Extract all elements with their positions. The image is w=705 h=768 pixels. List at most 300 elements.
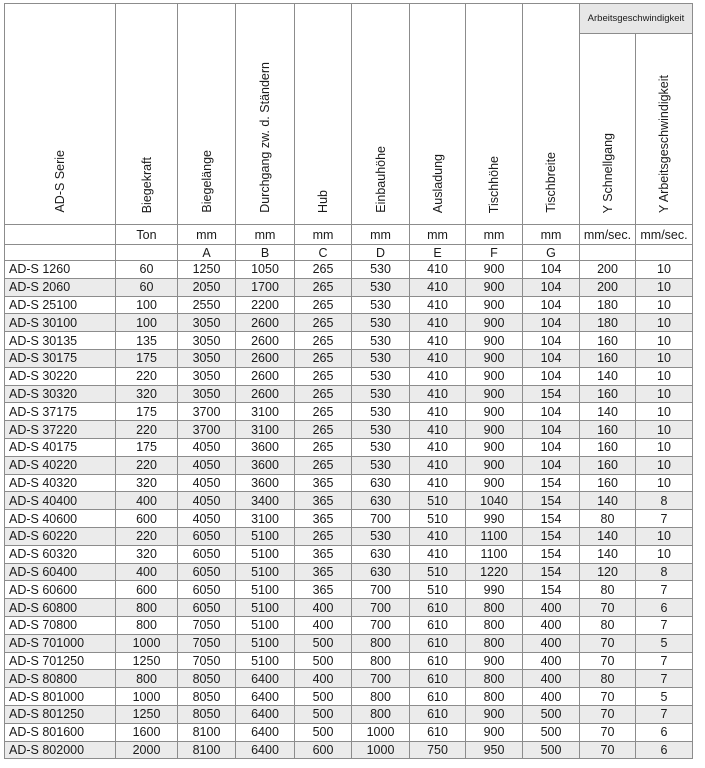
table-cell: 410 — [410, 261, 466, 279]
table-cell: 2600 — [236, 385, 295, 403]
table-cell: 4050 — [178, 438, 236, 456]
table-cell: 265 — [295, 314, 352, 332]
letter-cell: E — [410, 245, 466, 261]
table-cell: 5100 — [236, 545, 295, 563]
letter-cell: F — [466, 245, 523, 261]
table-cell: 265 — [295, 278, 352, 296]
table-cell: 10 — [636, 421, 693, 439]
table-cell: 200 — [580, 261, 636, 279]
table-cell: 365 — [295, 510, 352, 528]
table-cell: 600 — [295, 741, 352, 759]
table-cell: 630 — [352, 492, 410, 510]
table-cell: 900 — [466, 438, 523, 456]
table-cell: 160 — [580, 421, 636, 439]
table-cell: 1250 — [116, 705, 178, 723]
letter-cell: D — [352, 245, 410, 261]
table-cell: 104 — [523, 367, 580, 385]
unit-cell: mm — [466, 225, 523, 245]
unit-cell: mm — [352, 225, 410, 245]
table-cell: 175 — [116, 349, 178, 367]
table-cell: 1000 — [352, 741, 410, 759]
table-cell: 500 — [295, 688, 352, 706]
letter-cell: G — [523, 245, 580, 261]
table-cell: 900 — [466, 261, 523, 279]
table-cell: 160 — [580, 474, 636, 492]
table-cell: 10 — [636, 314, 693, 332]
table-cell: 800 — [352, 652, 410, 670]
model-name-cell: AD-S 701250 — [5, 652, 116, 670]
table-cell: 1100 — [466, 545, 523, 563]
table-cell: 8 — [636, 563, 693, 581]
table-cell: 410 — [410, 332, 466, 350]
table-cell: 990 — [466, 581, 523, 599]
table-cell: 104 — [523, 438, 580, 456]
table-cell: 154 — [523, 492, 580, 510]
table-cell: 265 — [295, 349, 352, 367]
table-cell: 140 — [580, 492, 636, 510]
letter-cell — [116, 245, 178, 261]
table-cell: 6 — [636, 723, 693, 741]
table-cell: 10 — [636, 438, 693, 456]
model-name-cell: AD-S 30100 — [5, 314, 116, 332]
table-cell: 7 — [636, 670, 693, 688]
table-cell: 410 — [410, 296, 466, 314]
table-cell: 1000 — [352, 723, 410, 741]
table-cell: 800 — [466, 599, 523, 617]
table-cell: 100 — [116, 314, 178, 332]
table-cell: 610 — [410, 670, 466, 688]
table-cell: 1700 — [236, 278, 295, 296]
letter-cell — [580, 245, 636, 261]
table-row — [5, 314, 693, 332]
table-cell: 1000 — [116, 634, 178, 652]
table-cell: 10 — [636, 545, 693, 563]
table-cell: 1040 — [466, 492, 523, 510]
model-name-cell: AD-S 37220 — [5, 421, 116, 439]
table-cell: 160 — [580, 438, 636, 456]
table-cell: 410 — [410, 474, 466, 492]
table-cell: 120 — [580, 563, 636, 581]
table-row — [5, 367, 693, 385]
table-cell: 400 — [523, 670, 580, 688]
table-cell: 3400 — [236, 492, 295, 510]
table-cell: 410 — [410, 456, 466, 474]
table-cell: 320 — [116, 385, 178, 403]
table-row — [5, 349, 693, 367]
table-cell: 630 — [352, 563, 410, 581]
table-cell: 6400 — [236, 723, 295, 741]
table-cell: 7 — [636, 652, 693, 670]
model-name-cell: AD-S 802000 — [5, 741, 116, 759]
table-cell: 10 — [636, 332, 693, 350]
table-cell: 160 — [580, 349, 636, 367]
table-cell: 265 — [295, 456, 352, 474]
table-cell: 5100 — [236, 527, 295, 545]
table-cell: 7050 — [178, 652, 236, 670]
table-row — [5, 421, 693, 439]
unit-cell: mm — [523, 225, 580, 245]
table-cell: 400 — [116, 563, 178, 581]
table-cell: 510 — [410, 492, 466, 510]
table-cell: 800 — [466, 688, 523, 706]
table-cell: 2600 — [236, 349, 295, 367]
table-cell: 800 — [466, 616, 523, 634]
table-cell: 900 — [466, 723, 523, 741]
table-cell: 10 — [636, 403, 693, 421]
unit-row — [5, 225, 693, 245]
model-name-cell: AD-S 30320 — [5, 385, 116, 403]
table-cell: 410 — [410, 403, 466, 421]
table-cell: 154 — [523, 474, 580, 492]
table-cell: 320 — [116, 474, 178, 492]
table-cell: 400 — [523, 652, 580, 670]
table-cell: 900 — [466, 474, 523, 492]
table-cell: 530 — [352, 421, 410, 439]
table-row — [5, 278, 693, 296]
table-cell: 220 — [116, 456, 178, 474]
table-cell: 7050 — [178, 616, 236, 634]
table-cell: 3050 — [178, 349, 236, 367]
table-cell: 2600 — [236, 332, 295, 350]
letter-cell: C — [295, 245, 352, 261]
table-row — [5, 332, 693, 350]
unit-cell — [5, 225, 116, 245]
table-cell: 3050 — [178, 367, 236, 385]
table-cell: 135 — [116, 332, 178, 350]
letter-cell — [5, 245, 116, 261]
table-cell: 70 — [580, 705, 636, 723]
spec-table-container — [4, 3, 693, 759]
column-header-biegelaenge: Biegelänge — [178, 4, 236, 225]
table-cell: 200 — [580, 278, 636, 296]
table-cell: 80 — [580, 510, 636, 528]
table-cell: 154 — [523, 545, 580, 563]
model-name-cell: AD-S 40320 — [5, 474, 116, 492]
table-cell: 500 — [523, 723, 580, 741]
table-cell: 510 — [410, 581, 466, 599]
table-cell: 70 — [580, 652, 636, 670]
model-name-cell: AD-S 60800 — [5, 599, 116, 617]
table-cell: 6050 — [178, 563, 236, 581]
table-cell: 175 — [116, 403, 178, 421]
table-cell: 1100 — [466, 527, 523, 545]
table-cell: 410 — [410, 349, 466, 367]
table-row — [5, 723, 693, 741]
table-row — [5, 670, 693, 688]
table-row — [5, 403, 693, 421]
table-cell: 900 — [466, 705, 523, 723]
table-cell: 600 — [116, 510, 178, 528]
table-cell: 4050 — [178, 510, 236, 528]
table-cell: 8100 — [178, 741, 236, 759]
table-cell: 10 — [636, 296, 693, 314]
table-row — [5, 510, 693, 528]
model-name-cell: AD-S 801000 — [5, 688, 116, 706]
letter-cell — [636, 245, 693, 261]
table-cell: 365 — [295, 492, 352, 510]
table-cell: 500 — [295, 723, 352, 741]
table-cell: 610 — [410, 616, 466, 634]
table-cell: 530 — [352, 456, 410, 474]
table-cell: 80 — [580, 670, 636, 688]
table-cell: 800 — [116, 599, 178, 617]
table-cell: 3100 — [236, 403, 295, 421]
model-name-cell: AD-S 40600 — [5, 510, 116, 528]
table-cell: 160 — [580, 385, 636, 403]
table-row — [5, 688, 693, 706]
table-cell: 530 — [352, 367, 410, 385]
table-cell: 100 — [116, 296, 178, 314]
table-cell: 400 — [295, 670, 352, 688]
table-cell: 265 — [295, 438, 352, 456]
table-cell: 5 — [636, 688, 693, 706]
model-name-cell: AD-S 37175 — [5, 403, 116, 421]
table-cell: 10 — [636, 261, 693, 279]
table-cell: 70 — [580, 634, 636, 652]
table-cell: 2050 — [178, 278, 236, 296]
table-cell: 6 — [636, 599, 693, 617]
table-cell: 700 — [352, 510, 410, 528]
table-row — [5, 527, 693, 545]
table-cell: 610 — [410, 723, 466, 741]
table-cell: 700 — [352, 581, 410, 599]
table-cell: 5100 — [236, 581, 295, 599]
table-cell: 8050 — [178, 670, 236, 688]
table-cell: 6400 — [236, 741, 295, 759]
table-cell: 5100 — [236, 634, 295, 652]
table-cell: 154 — [523, 385, 580, 403]
table-cell: 160 — [580, 456, 636, 474]
table-cell: 265 — [295, 296, 352, 314]
table-cell: 6050 — [178, 599, 236, 617]
table-cell: 70 — [580, 741, 636, 759]
table-cell: 265 — [295, 261, 352, 279]
table-cell: 950 — [466, 741, 523, 759]
table-cell: 600 — [116, 581, 178, 599]
table-cell: 1000 — [116, 688, 178, 706]
table-cell: 500 — [295, 705, 352, 723]
unit-cell: mm — [295, 225, 352, 245]
table-cell: 365 — [295, 563, 352, 581]
table-cell: 365 — [295, 581, 352, 599]
table-cell: 400 — [295, 599, 352, 617]
table-cell: 2600 — [236, 367, 295, 385]
table-cell: 900 — [466, 456, 523, 474]
model-name-cell: AD-S 60320 — [5, 545, 116, 563]
table-cell: 800 — [352, 705, 410, 723]
table-cell: 700 — [352, 599, 410, 617]
model-name-cell: AD-S 40220 — [5, 456, 116, 474]
table-cell: 900 — [466, 332, 523, 350]
table-cell: 5 — [636, 634, 693, 652]
table-cell: 900 — [466, 367, 523, 385]
table-cell: 60 — [116, 278, 178, 296]
table-cell: 2200 — [236, 296, 295, 314]
table-row — [5, 705, 693, 723]
table-cell: 510 — [410, 510, 466, 528]
table-cell: 410 — [410, 385, 466, 403]
table-cell: 3700 — [178, 421, 236, 439]
table-row — [5, 563, 693, 581]
table-cell: 6050 — [178, 545, 236, 563]
table-body — [5, 261, 693, 759]
table-cell: 2000 — [116, 741, 178, 759]
table-cell: 8 — [636, 492, 693, 510]
table-row — [5, 616, 693, 634]
table-cell: 8050 — [178, 688, 236, 706]
table-row — [5, 385, 693, 403]
table-cell: 3600 — [236, 438, 295, 456]
column-header-y-arbeitsgeschwindigkeit: Y Arbeitsgeschwindigkeit — [636, 34, 693, 225]
table-cell: 3700 — [178, 403, 236, 421]
table-cell: 1220 — [466, 563, 523, 581]
table-cell: 400 — [523, 634, 580, 652]
table-cell: 800 — [466, 634, 523, 652]
unit-cell: mm — [236, 225, 295, 245]
table-cell: 7050 — [178, 634, 236, 652]
model-name-cell: AD-S 60400 — [5, 563, 116, 581]
model-name-cell: AD-S 30220 — [5, 367, 116, 385]
table-cell: 410 — [410, 438, 466, 456]
table-cell: 530 — [352, 385, 410, 403]
table-cell: 265 — [295, 421, 352, 439]
table-cell: 1250 — [178, 261, 236, 279]
table-cell: 180 — [580, 314, 636, 332]
table-cell: 6050 — [178, 527, 236, 545]
table-cell: 900 — [466, 652, 523, 670]
table-cell: 265 — [295, 332, 352, 350]
table-cell: 8100 — [178, 723, 236, 741]
table-row — [5, 545, 693, 563]
table-cell: 400 — [295, 616, 352, 634]
table-cell: 530 — [352, 527, 410, 545]
table-cell: 10 — [636, 527, 693, 545]
group-header-arbeitsgeschwindigkeit: Arbeitsgeschwindigkeit — [580, 4, 693, 34]
column-header-serie: AD-S Serie — [5, 4, 116, 225]
table-cell: 530 — [352, 314, 410, 332]
table-cell: 7 — [636, 510, 693, 528]
spec-table — [4, 3, 693, 759]
table-cell: 410 — [410, 278, 466, 296]
column-header-ausladung: Ausladung — [410, 4, 466, 225]
table-cell: 6400 — [236, 705, 295, 723]
table-cell: 104 — [523, 456, 580, 474]
table-row — [5, 456, 693, 474]
unit-cell: mm/sec. — [580, 225, 636, 245]
table-cell: 800 — [352, 688, 410, 706]
table-cell: 750 — [410, 741, 466, 759]
table-cell: 410 — [410, 314, 466, 332]
table-cell: 365 — [295, 474, 352, 492]
model-name-cell: AD-S 30135 — [5, 332, 116, 350]
column-header-y-schnellgang: Y Schnellgang — [580, 34, 636, 225]
table-cell: 400 — [116, 492, 178, 510]
table-cell: 530 — [352, 332, 410, 350]
table-cell: 530 — [352, 296, 410, 314]
table-cell: 10 — [636, 278, 693, 296]
table-cell: 265 — [295, 403, 352, 421]
table-cell: 320 — [116, 545, 178, 563]
table-cell: 140 — [580, 403, 636, 421]
table-row — [5, 581, 693, 599]
table-row — [5, 599, 693, 617]
table-cell: 630 — [352, 474, 410, 492]
letter-cell: B — [236, 245, 295, 261]
model-name-cell: AD-S 701000 — [5, 634, 116, 652]
unit-cell: mm — [178, 225, 236, 245]
table-row — [5, 474, 693, 492]
table-cell: 175 — [116, 438, 178, 456]
table-cell: 3050 — [178, 332, 236, 350]
table-cell: 610 — [410, 688, 466, 706]
unit-cell: mm/sec. — [636, 225, 693, 245]
column-header-biegekraft: Biegekraft — [116, 4, 178, 225]
table-cell: 3100 — [236, 421, 295, 439]
table-cell: 400 — [523, 688, 580, 706]
table-cell: 5100 — [236, 599, 295, 617]
table-cell: 6050 — [178, 581, 236, 599]
table-cell: 610 — [410, 652, 466, 670]
table-cell: 4050 — [178, 474, 236, 492]
table-cell: 700 — [352, 616, 410, 634]
table-cell: 70 — [580, 688, 636, 706]
column-header-einbauhoehe: Einbauhöhe — [352, 4, 410, 225]
table-cell: 2550 — [178, 296, 236, 314]
table-cell: 500 — [295, 634, 352, 652]
table-cell: 610 — [410, 634, 466, 652]
table-row — [5, 634, 693, 652]
table-row — [5, 438, 693, 456]
table-cell: 154 — [523, 527, 580, 545]
table-row — [5, 261, 693, 279]
model-name-cell: AD-S 70800 — [5, 616, 116, 634]
table-cell: 5100 — [236, 563, 295, 581]
table-cell: 3600 — [236, 474, 295, 492]
table-cell: 104 — [523, 314, 580, 332]
table-cell: 104 — [523, 349, 580, 367]
table-cell: 104 — [523, 296, 580, 314]
header-row-top — [5, 4, 693, 34]
table-cell: 60 — [116, 261, 178, 279]
table-cell: 900 — [466, 403, 523, 421]
table-cell: 80 — [580, 581, 636, 599]
table-cell: 2600 — [236, 314, 295, 332]
letter-row — [5, 245, 693, 261]
unit-cell: Ton — [116, 225, 178, 245]
table-cell: 104 — [523, 332, 580, 350]
table-cell: 900 — [466, 349, 523, 367]
table-cell: 410 — [410, 545, 466, 563]
table-cell: 3600 — [236, 456, 295, 474]
table-cell: 900 — [466, 296, 523, 314]
unit-cell: mm — [410, 225, 466, 245]
model-name-cell: AD-S 60220 — [5, 527, 116, 545]
table-cell: 104 — [523, 278, 580, 296]
table-cell: 365 — [295, 545, 352, 563]
table-row — [5, 492, 693, 510]
model-name-cell: AD-S 40400 — [5, 492, 116, 510]
table-cell: 630 — [352, 545, 410, 563]
column-header-tischhoehe: Tischhöhe — [466, 4, 523, 225]
table-cell: 8050 — [178, 705, 236, 723]
column-header-durchgang: Durchgang zw. d. Ständern — [236, 4, 295, 225]
table-cell: 265 — [295, 527, 352, 545]
table-cell: 610 — [410, 705, 466, 723]
table-cell: 1600 — [116, 723, 178, 741]
table-cell: 6 — [636, 741, 693, 759]
table-cell: 5100 — [236, 652, 295, 670]
table-cell: 4050 — [178, 492, 236, 510]
